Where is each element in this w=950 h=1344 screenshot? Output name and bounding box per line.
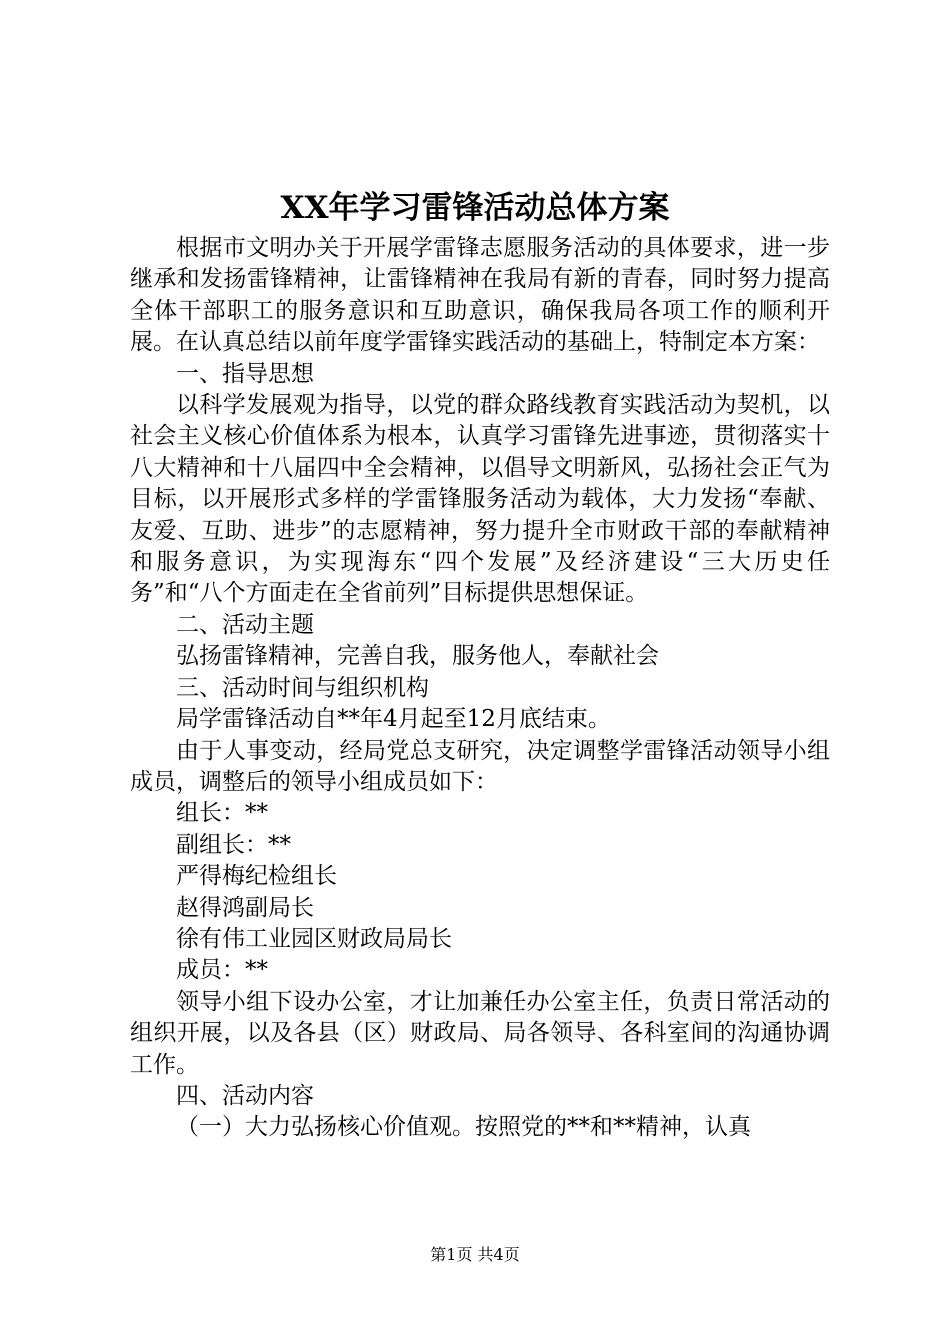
document-title: XX年学习雷锋活动总体方案 xyxy=(280,190,670,226)
document-body xyxy=(130,233,830,1144)
line-members: 成员：** xyxy=(176,957,268,984)
paragraph-office: 领导小组下设办公室，才让加兼任办公室主任，负责日常活动的组织开展，以及各县（区）财政局、局各领导、各科室间的沟通协调工作。 xyxy=(130,988,830,1078)
heading-guiding-ideology: 一、指导思想 xyxy=(176,360,314,387)
line-deputy-leader: 副组长：** xyxy=(176,831,291,858)
line-member-xu: 徐有伟工业园区财政局局长 xyxy=(176,925,452,952)
heading-activity-theme: 二、活动主题 xyxy=(176,611,314,638)
paragraph-activity-theme: 弘扬雷锋精神，完善自我，服务他人，奉献社会 xyxy=(176,643,659,670)
page-number: 第1页 共4页 xyxy=(430,1245,520,1264)
paragraph-leadership-change: 由于人事变动，经局党总支研究，决定调整学雷锋活动领导小组成员，调整后的领导小组成员如下： xyxy=(130,737,830,795)
heading-activity-content: 四、活动内容 xyxy=(176,1082,314,1109)
line-group-leader: 组长：** xyxy=(176,800,268,827)
paragraph-guiding-ideology: 以科学发展观为指导，以党的群众路线教育实践活动为契机，以社会主义核心价值体系为根本，认真学习雷锋先进事迹，贯彻落实十八大精神和十八届四中全会精神，以倡导文明新风，弘扬社会正气为目标，以开展形式多样的学雷锋服务活动为载体，大力发扬“奉献、友爱、互助、进步”的志愿精神，努力提升全市财政干部的奉献精神和服务意识，为实现海东“四个发展”及经济建设“三大历史任务”和“八个方面走在全省前列”目标提供思想保证。 xyxy=(130,392,830,607)
line-member-zhao: 赵得鸿副局长 xyxy=(176,894,314,921)
heading-time-organization: 三、活动时间与组织机构 xyxy=(176,674,429,701)
line-member-yan: 严得梅纪检组长 xyxy=(176,863,337,890)
paragraph-intro: 根据市文明办关于开展学雷锋志愿服务活动的具体要求，进一步继承和发扬雷锋精神，让雷锋精神在我局有新的青春，同时努力提高全体干部职工的服务意识和互助意识，确保我局各项工作的顺利开展。在认真总结以前年度学雷锋实践活动的基础上，特制定本方案： xyxy=(130,235,830,356)
paragraph-activity-time: 局学雷锋活动自**年4月起至12月底结束。 xyxy=(176,706,611,733)
paragraph-content-1: （一）大力弘扬核心价值观。按照党的**和**精神，认真 xyxy=(176,1114,751,1141)
